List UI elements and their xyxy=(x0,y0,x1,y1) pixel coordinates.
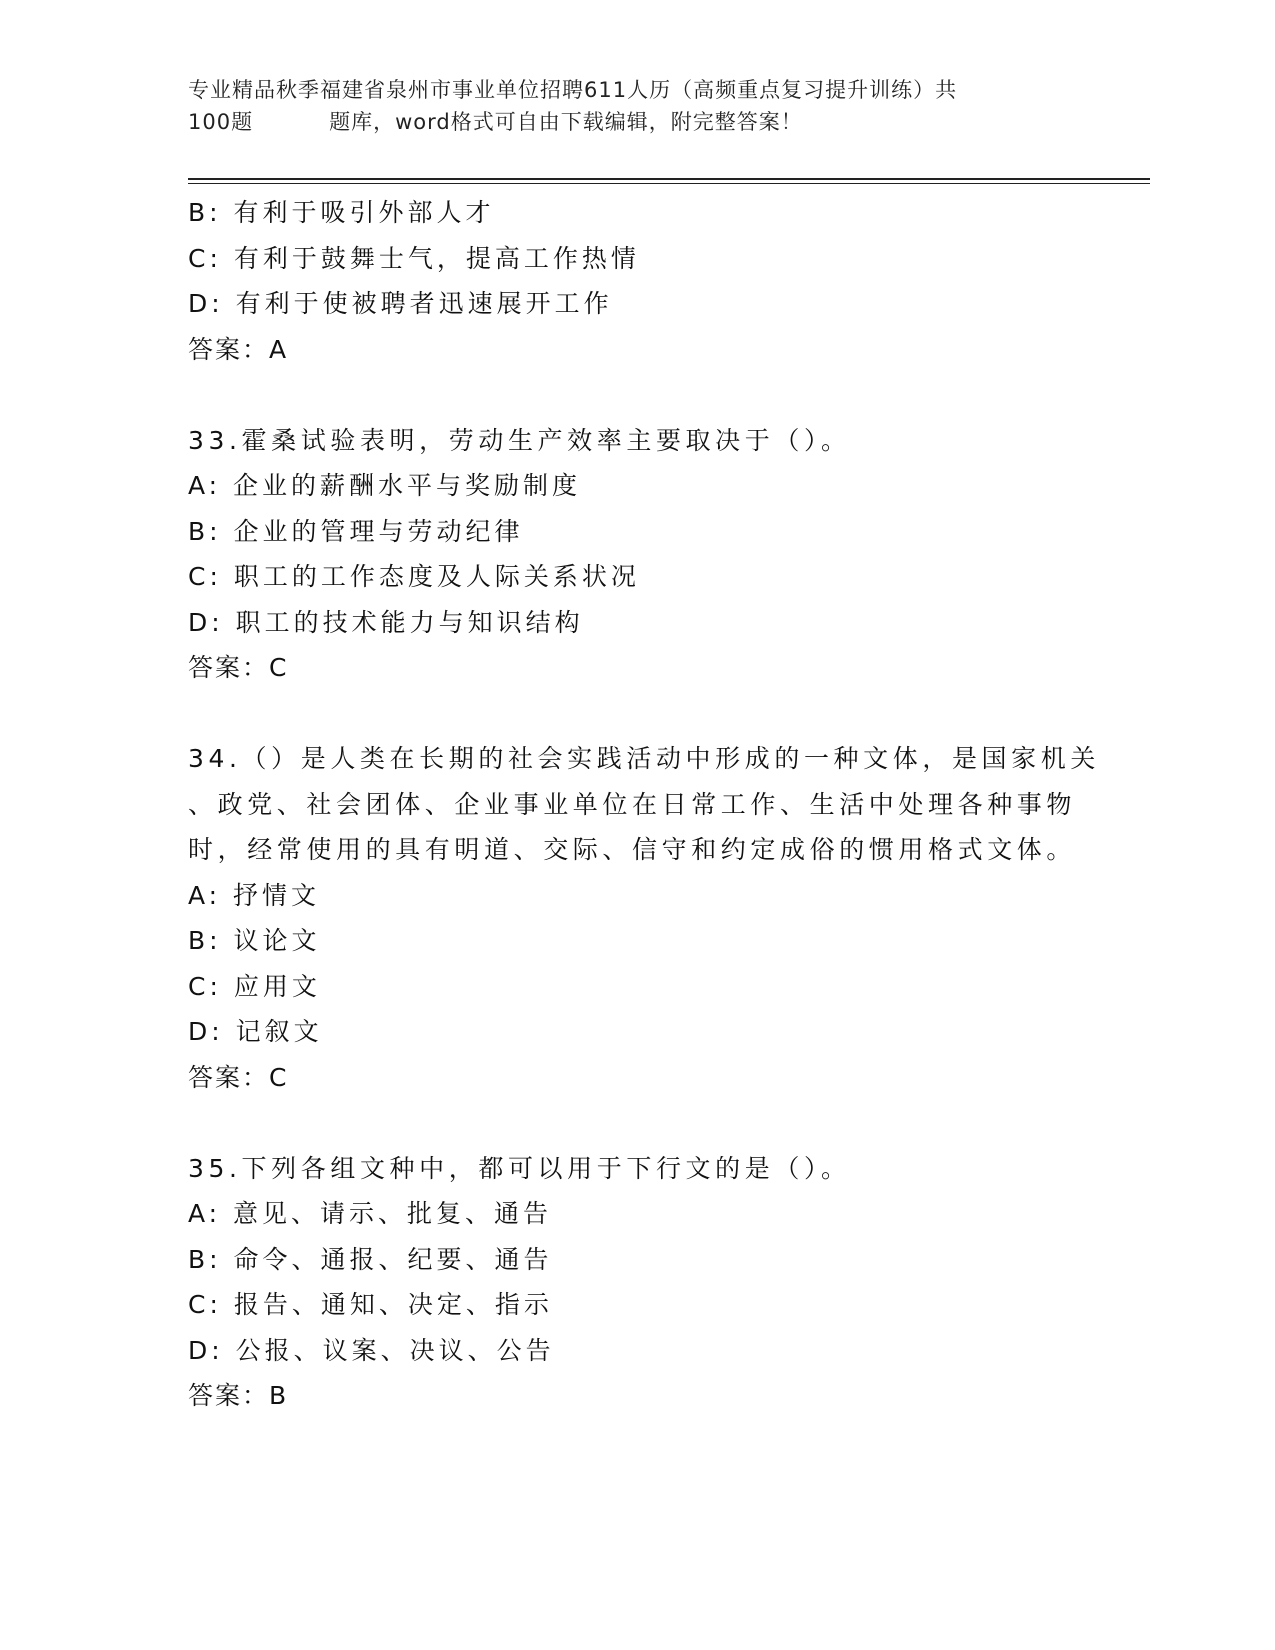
question-stem: 35.下列各组文种中，都可以用于下行文的是（）。 xyxy=(188,1153,851,1183)
question-stem: 33.霍桑试验表明，劳动生产效率主要取决于（）。 xyxy=(188,425,851,455)
option-c: C: 有利于鼓舞士气，提高工作热情 xyxy=(188,243,640,273)
option-b: B: 企业的管理与劳动纪律 xyxy=(188,516,524,546)
question-block-prev xyxy=(188,190,1088,372)
question-block-33 xyxy=(188,418,1088,691)
header-count: 100题 xyxy=(188,110,254,134)
header-divider-thin xyxy=(188,183,1150,184)
option-c: C: 应用文 xyxy=(188,971,321,1001)
question-block-35 xyxy=(188,1146,1088,1419)
answer-line: 答案：C xyxy=(188,1062,289,1092)
answer-line: 答案：A xyxy=(188,334,289,364)
option-a: A: 意见、请示、批复、通告 xyxy=(188,1199,553,1228)
option-d: D: 职工的技术能力与知识结构 xyxy=(188,607,584,637)
question-stem-line-1: 34.（）是人类在长期的社会实践活动中形成的一种文体，是国家机关 xyxy=(188,744,1100,773)
header-line-2 xyxy=(188,106,1088,138)
answer-line: 答案：C xyxy=(188,653,289,682)
option-a: A: 企业的薪酬水平与奖励制度 xyxy=(188,471,582,500)
option-c: C: 报告、通知、决定、指示 xyxy=(188,1290,553,1319)
option-b: B: 有利于吸引外部人才 xyxy=(188,198,495,227)
question-stem-line-3: 时，经常使用的具有明道、交际、信守和约定成俗的惯用格式文体。 xyxy=(188,835,1077,864)
option-a: A: 抒情文 xyxy=(188,880,321,910)
document-header xyxy=(188,74,1088,138)
header-line-1: 专业精品秋季福建省泉州市事业单位招聘611人历（高频重点复习提升训练）共 xyxy=(188,78,958,102)
header-divider-thick xyxy=(188,178,1150,180)
option-c: C: 职工的工作态度及人际关系状况 xyxy=(188,562,640,591)
option-d: D: 有利于使被聘者迅速展开工作 xyxy=(188,289,613,318)
option-d: D: 公报、议案、决议、公告 xyxy=(188,1335,555,1365)
question-stem-line-2: 、政党、社会团体、企业事业单位在日常工作、生活中处理各种事物 xyxy=(188,789,1077,819)
question-block-34 xyxy=(188,736,1100,1100)
question-list xyxy=(188,190,1100,1419)
header-description: 题库，word格式可自由下载编辑，附完整答案！ xyxy=(329,110,803,134)
option-d: D: 记叙文 xyxy=(188,1017,323,1046)
answer-line: 答案：B xyxy=(188,1381,289,1410)
option-b: B: 命令、通报、纪要、通告 xyxy=(188,1244,553,1274)
option-b: B: 议论文 xyxy=(188,926,321,955)
